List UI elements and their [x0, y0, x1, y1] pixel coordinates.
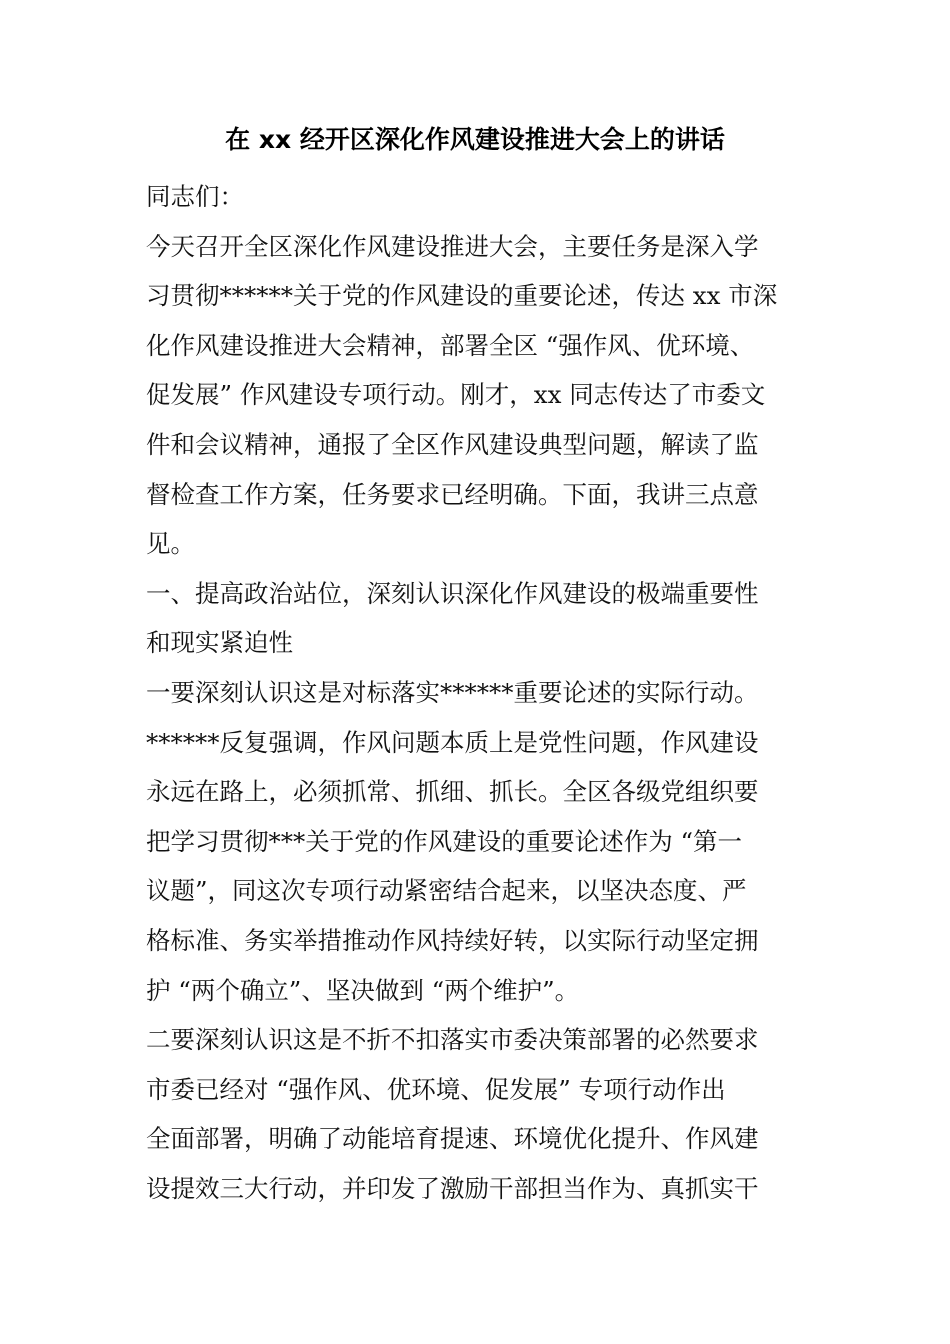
body-line: 把学习贯彻***关于党的作风建设的重要论述作为 “第一 — [146, 826, 743, 856]
body-line: 同志们： — [146, 182, 244, 211]
body-line: 促发展” 作风建设专项行动。刚才，xx 同志传达了市委文 — [146, 380, 766, 410]
body-line: 督检查工作方案，任务要求已经明确。下面，我讲三点意 — [146, 479, 759, 509]
body-line: 市委已经对 “强作风、优环境、促发展” 专项行动作出 — [146, 1074, 726, 1104]
document-title: 在 xx 经开区深化作风建设推进大会上的讲话 — [225, 125, 725, 154]
body-line: 件和会议精神，通报了全区作风建设典型问题，解读了监 — [146, 429, 759, 459]
body-line: 格标准、务实举措推动作风持续好转，以实际行动坚定拥 — [146, 925, 759, 955]
body-line: ******反复强调，作风问题本质上是党性问题，作风建设 — [146, 727, 759, 757]
document-body — [146, 172, 811, 1213]
body-line: 见。 — [146, 529, 195, 559]
body-line: 一要深刻认识这是对标落实******重要论述的实际行动。 — [146, 677, 759, 707]
body-line: 习贯彻******关于党的作风建设的重要论述，传达 xx 市深 — [146, 281, 778, 311]
body-line: 全面部署，明确了动能培育提速、环境优化提升、作风建 — [146, 1124, 759, 1154]
body-line: 二要深刻认识这是不折不扣落实市委决策部署的必然要求 — [146, 1025, 759, 1055]
body-line: 护 “两个确立”、坚决做到 “两个维护”。 — [146, 975, 580, 1005]
body-line: 设提效三大行动，并印发了激励干部担当作为、真抓实干 — [146, 1173, 759, 1203]
section-heading: 一、提高政治站位，深刻认识深化作风建设的极端重要性 — [146, 578, 759, 608]
body-line: 永远在路上，必须抓常、抓细、抓长。全区各级党组织要 — [146, 777, 759, 807]
section-heading-continued: 和现实紧迫性 — [146, 628, 293, 658]
body-line: 今天召开全区深化作风建设推进大会，主要任务是深入学 — [146, 231, 759, 261]
body-line: 化作风建设推进大会精神，部署全区 “强作风、优环境、 — [146, 330, 755, 360]
body-line: 议题”，同这次专项行动紧密结合起来，以坚决态度、严 — [146, 876, 747, 906]
